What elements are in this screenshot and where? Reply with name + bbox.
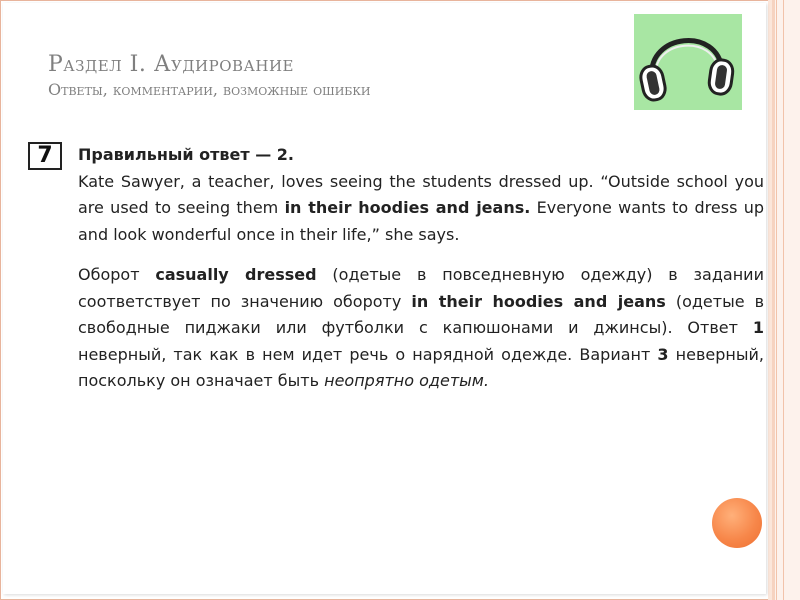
key-phrase: in their hoodies and jeans (411, 291, 666, 311)
headphones-icon (634, 14, 742, 110)
comment-text: Оборот (78, 265, 156, 284)
italic-phrase: неопрятно одетым. (324, 371, 489, 390)
transcript-text: Kate Sawyer, a teacher, loves seeing the students dressed up. “Outside school you are used to seeing them (78, 171, 764, 217)
slide-title: Раздел I. Аудирование (48, 52, 295, 77)
comment-text: неверный, поскольку он означает быть (78, 344, 764, 390)
option-number: 3 (657, 344, 669, 364)
slide-subtitle: Ответы, комментарии, возможные ошибки (48, 80, 371, 99)
comment-text: неверный, так как в нем идет речь о нарядной одежде. Вариант (78, 344, 658, 364)
side-band-line (776, 0, 777, 600)
transcript-text: Everyone wants to dress up and look wonderful once in their life,” she says. (78, 198, 765, 244)
key-phrase: casually dressed (155, 265, 317, 284)
decorative-side-band (768, 0, 800, 600)
side-band-line (783, 0, 784, 600)
slide-header (48, 52, 370, 100)
question-number: 7 (28, 142, 62, 170)
comment-text: (одетые в повседневную одежду) в задании соответствует по значению обороту (78, 265, 764, 311)
answer-text (78, 142, 764, 395)
key-phrase: in their hoodies and jeans. (284, 198, 531, 217)
comment-text: (одетые в свободные пиджаки или футболки с капюшонами и джинсы). Ответ (78, 291, 764, 337)
transcript-paragraph (78, 169, 764, 249)
comment-paragraph (78, 262, 764, 395)
option-number: 1 (752, 318, 764, 337)
answer-heading: Правильный ответ — 2. (78, 145, 294, 164)
decorative-circle (712, 498, 762, 548)
